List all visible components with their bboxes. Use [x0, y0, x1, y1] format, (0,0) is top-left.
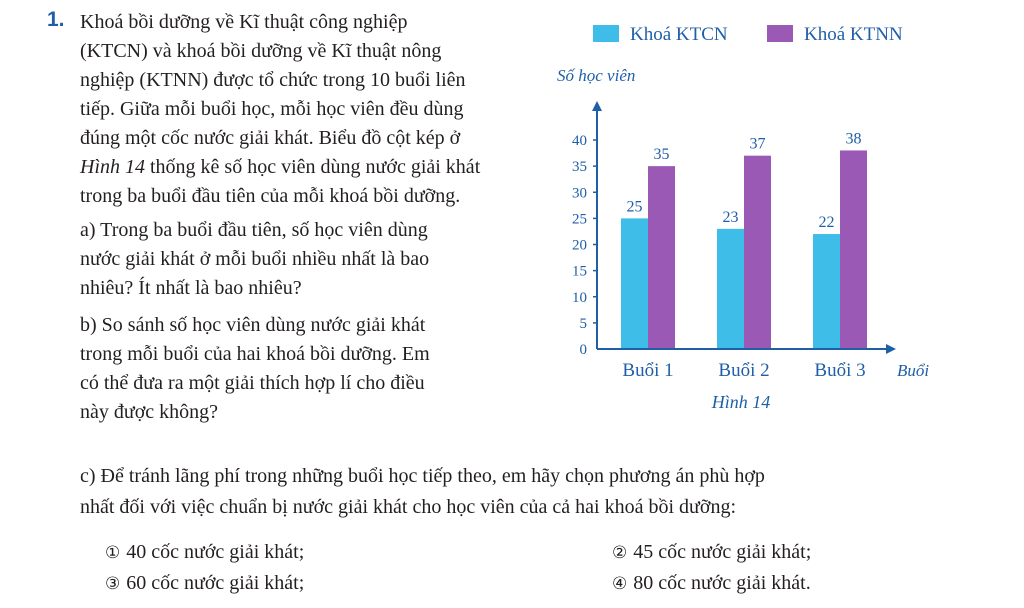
data-label: 35 [653, 146, 670, 164]
data-label: 23 [722, 208, 739, 226]
legend-swatch [593, 25, 619, 42]
intro-line: nghiệp (KTNN) được tổ chức trong 10 buổi liên [80, 69, 466, 91]
bar [717, 229, 744, 349]
part-b-line: này được không? [80, 401, 219, 423]
x-tick-label: Buổi 2 [718, 360, 770, 381]
x-axis-arrow [886, 344, 896, 354]
y-tick-label: 15 [572, 263, 587, 280]
intro-line: (KTCN) và khoá bồi dưỡng về Kĩ thuật nông [80, 40, 442, 62]
intro-line [80, 153, 536, 182]
part-b [80, 311, 536, 427]
y-tick-label: 30 [572, 185, 587, 202]
y-axis-arrow [592, 101, 602, 111]
y-tick-label: 20 [572, 237, 587, 254]
bar [813, 234, 840, 349]
intro-line: tiếp. Giữa mỗi buổi học, mỗi học viên đều dùng [80, 98, 464, 120]
y-axis-title: Số học viên [557, 66, 636, 85]
option-text: 60 cốc nước giải khát; [126, 572, 305, 594]
y-tick-label: 5 [579, 315, 587, 332]
option-marker: ① [105, 543, 121, 563]
data-label: 37 [749, 135, 766, 153]
chart-svg [545, 15, 945, 420]
option-marker: ④ [612, 574, 628, 594]
intro-line-rest: thống kê số học viên dùng nước giải khát [145, 156, 481, 178]
intro-line: trong ba buổi đầu tiên của mỗi khoá bồi dưỡng. [80, 185, 461, 207]
part-a-line: a) Trong ba buổi đầu tiên, số học viên dùng [80, 219, 428, 241]
legend-label: Khoá KTCN [630, 24, 728, 45]
option-marker: ③ [105, 574, 121, 594]
question-number: 1. [47, 8, 65, 31]
option-marker: ② [612, 543, 628, 563]
bar [621, 218, 648, 349]
part-c [80, 461, 960, 523]
x-axis-title: Buổi [897, 361, 930, 380]
option-2 [612, 538, 811, 567]
bar-chart [545, 15, 945, 420]
part-a-line: nhiêu? Ít nhất là bao nhiêu? [80, 277, 302, 299]
legend-swatch [767, 25, 793, 42]
bar [744, 156, 771, 349]
option-text: 45 cốc nước giải khát; [633, 541, 812, 563]
x-tick-label: Buổi 3 [814, 360, 866, 381]
data-label: 22 [818, 214, 835, 232]
y-tick-label: 35 [572, 159, 587, 176]
problem-text [80, 8, 536, 427]
legend-label: Khoá KTNN [804, 24, 903, 45]
part-b-line: có thể đưa ra một giải thích hợp lí cho điều [80, 372, 425, 394]
part-a-line: nước giải khát ở mỗi buổi nhiều nhất là bao [80, 248, 430, 270]
intro-line: đúng một cốc nước giải khát. Biểu đồ cột kép ở [80, 127, 461, 149]
data-label: 25 [626, 198, 643, 216]
part-c-line: nhất đối với việc chuẩn bị nước giải khát cho học viên của cả hai khoá bồi dưỡng: [80, 496, 736, 518]
y-tick-label: 25 [572, 211, 587, 228]
intro-line: Khoá bồi dưỡng về Kĩ thuật công nghiệp [80, 11, 408, 33]
part-c-line: c) Để tránh lãng phí trong những buổi học tiếp theo, em hãy chọn phương án phù hợp [80, 465, 765, 487]
part-b-line: trong mỗi buổi của hai khoá bồi dưỡng. Em [80, 343, 430, 365]
part-b-line: b) So sánh số học viên dùng nước giải khát [80, 314, 426, 336]
option-text: 80 cốc nước giải khát. [633, 572, 811, 594]
y-tick-label: 0 [579, 342, 587, 358]
data-label: 38 [845, 130, 862, 148]
option-1 [105, 538, 304, 567]
figure-reference: Hình 14 [80, 156, 145, 178]
figure-caption: Hình 14 [711, 392, 771, 412]
y-tick-label: 40 [572, 133, 587, 149]
part-a [80, 216, 536, 303]
option-text: 40 cốc nước giải khát; [126, 541, 305, 563]
x-tick-label: Buổi 1 [622, 360, 674, 381]
option-4 [612, 569, 811, 598]
bar [648, 166, 675, 349]
y-tick-label: 10 [572, 289, 587, 306]
option-3 [105, 569, 304, 598]
bar [840, 150, 867, 349]
